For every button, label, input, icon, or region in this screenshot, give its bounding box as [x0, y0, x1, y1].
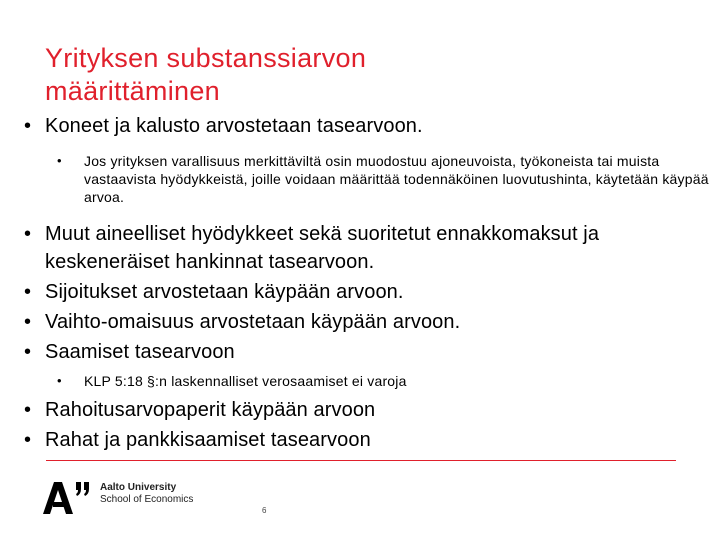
- logo-text: [100, 482, 193, 506]
- logo-line-2: School of Economics: [100, 494, 194, 505]
- bullet-investments: • Sijoitukset arvostetaan käypään arvoon.: [22, 278, 712, 306]
- aalto-logo-icon: [43, 480, 95, 516]
- title-line-2: määrittäminen: [45, 76, 220, 106]
- bullet-machinery: • Koneet ja kalusto arvostetaan tasearvoon.: [22, 112, 712, 140]
- bullet-securities: • Rahoitusarvopaperit käypään arvoon: [22, 396, 712, 424]
- bullet-receivables: • Saamiset tasearvoon: [22, 338, 712, 366]
- bullet-cash: • Rahat ja pankkisaamiset tasearvoon: [22, 426, 712, 454]
- bullet-inventory: • Vaihto-omaisuus arvostetaan käypään arvoon.: [22, 308, 712, 336]
- logo-line-1: Aalto University: [100, 482, 177, 493]
- title-line-1: Yrityksen substanssiarvon: [45, 43, 367, 73]
- sub-bullet-deferred-tax: • KLP 5:18 §:n laskennalliset verosaamiset ei varoja: [22, 372, 712, 390]
- sub-bullet-vehicles: • Jos yrityksen varallisuus merkittäviltä osin muodostuu ajoneuvoista, työkoneista tai muista vastaavista hyödykkeistä, joille voidaan määrittää todennäköinen luovutushinta, käytetään käypää arvoa.: [22, 152, 712, 206]
- slide-title: [45, 42, 645, 108]
- page-number: 6: [262, 506, 267, 515]
- bullet-list: [22, 112, 712, 456]
- footer-divider: [46, 460, 676, 461]
- bullet-other-tangible: • Muut aineelliset hyödykkeet sekä suoritetut ennakkomaksut ja keskeneräiset hankinnat tasearvoon.: [22, 220, 712, 276]
